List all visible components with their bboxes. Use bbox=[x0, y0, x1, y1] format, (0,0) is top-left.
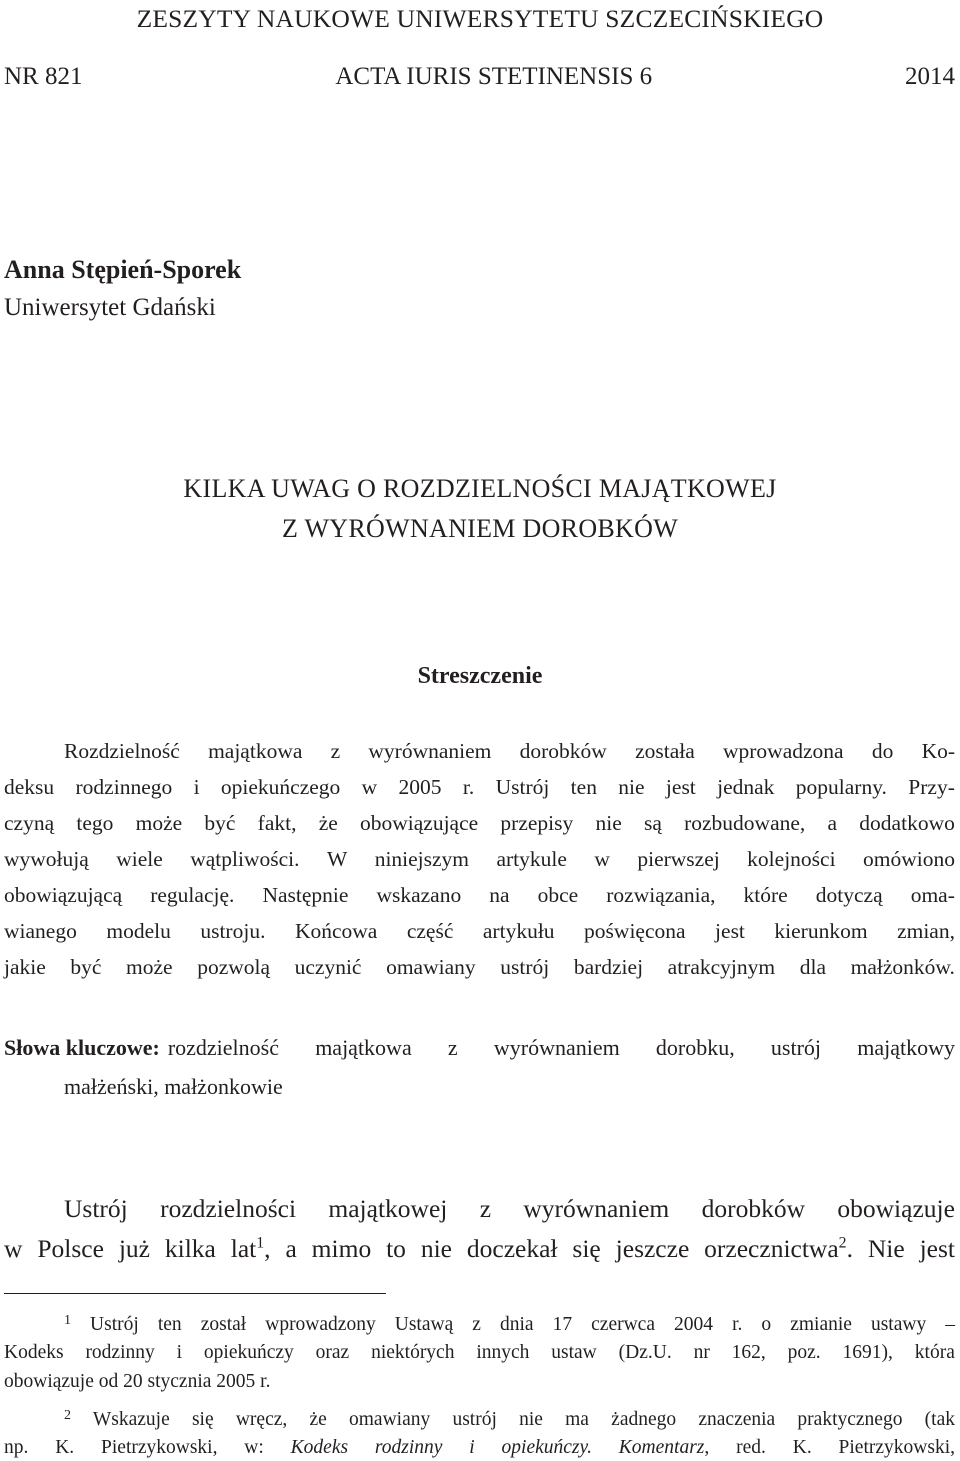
abstract-line: deksu rodzinnego i opiekuńczego w 2005 r. Ustrój ten nie jest jednak popularny. Przy- bbox=[4, 775, 955, 799]
author-affiliation: Uniwersytet Gdański bbox=[4, 294, 216, 321]
keywords-label: Słowa kluczowe: bbox=[4, 1035, 160, 1060]
footnote-2-line: $^2$ Wskazuje się wręcz, że omawiany ustrój nie ma żadnego znaczenia praktycznego (tak bbox=[64, 1408, 955, 1430]
abstract-heading: Streszczenie bbox=[417, 663, 543, 689]
keywords-line bbox=[4, 1035, 955, 1061]
footnote-1-line: $^1$ Ustrój ten został wprowadzony Ustawą z dnia 17 czerwca 2004 r. o zmianie ustawy – bbox=[64, 1313, 955, 1335]
footnote-2-line: np. K. Pietrzykowski, w: Kodeks rodzinny i opiekuńczy. Komentarz, red. K. Pietrzykowski, bbox=[4, 1437, 955, 1458]
footnote-ref-2[interactable]: 2 bbox=[838, 1234, 847, 1252]
abstract-line: Rozdzielność majątkowa z wyrównaniem dorobków została wprowadzona do Ko- bbox=[64, 739, 955, 763]
article-title-line-2: Z WYRÓWNANIEM DOROBKÓW bbox=[281, 514, 679, 543]
footnote-2-mark: 2 bbox=[64, 1408, 71, 1423]
abstract-line: wywołują wiele wątpliwości. W niniejszym artykule w pierwszej kolejności omówiono bbox=[4, 847, 955, 871]
author-name: Anna Stępień-Sporek bbox=[4, 255, 242, 284]
abstract-line: wianego modelu ustroju. Końcowa część artykułu poświęcona jest kierunkom zmian, bbox=[4, 919, 955, 943]
issue-row bbox=[4, 63, 955, 91]
issue-number: NR 821 bbox=[4, 63, 83, 90]
article-title-line-1: KILKA UWAG O ROZDZIELNOŚCI MAJĄTKOWEJ bbox=[183, 474, 777, 503]
footnote-separator bbox=[4, 1293, 386, 1294]
footnote-1-mark: 1 bbox=[64, 1313, 71, 1328]
abstract-line: jakie być może pozwolą uczynić omawiany ustrój bardziej atrakcyjnym dla małżonków. bbox=[4, 955, 955, 979]
abstract-line: obowiązującą regulację. Następnie wskazano na obce rozwiązania, które dotyczą oma- bbox=[4, 883, 955, 907]
footnote-1-line: Kodeks rodzinny i opiekuńczy oraz niektórych innych ustaw (Dz.U. nr 162, poz. 1691), która bbox=[4, 1342, 955, 1363]
keywords-continuation: małżeński, małżonkowie bbox=[64, 1074, 283, 1099]
body-paragraph-line: w Polsce już kilka lat$^1$, a mimo to nie doczekał się jeszcze orzecznictwa$^2$. Nie jest bbox=[4, 1234, 956, 1263]
footnote-ref-1[interactable]: 1 bbox=[256, 1234, 265, 1252]
journal-title: ZESZYTY NAUKOWE UNIWERSYTETU SZCZECIŃSKIEGO bbox=[136, 4, 824, 33]
series-name: ACTA IURIS STETINENSIS 6 bbox=[335, 63, 653, 90]
body-paragraph-line: Ustrój rozdzielności majątkowej z wyrównaniem dorobków obowiązuje bbox=[64, 1194, 955, 1223]
footnote-1-line: obowiązuje od 20 stycznia 2005 r. bbox=[4, 1371, 271, 1392]
abstract-line: czyną tego może być fakt, że obowiązujące przepisy nie są rozbudowane, a dodatkowo bbox=[4, 811, 955, 835]
issue-year: 2014 bbox=[905, 63, 955, 90]
cited-work-title: Kodeks rodzinny i opiekuńczy. Komentarz bbox=[290, 1437, 705, 1458]
keywords-text: rozdzielność majątkowa z wyrównaniem dorobku, ustrój majątkowy bbox=[167, 1035, 955, 1060]
